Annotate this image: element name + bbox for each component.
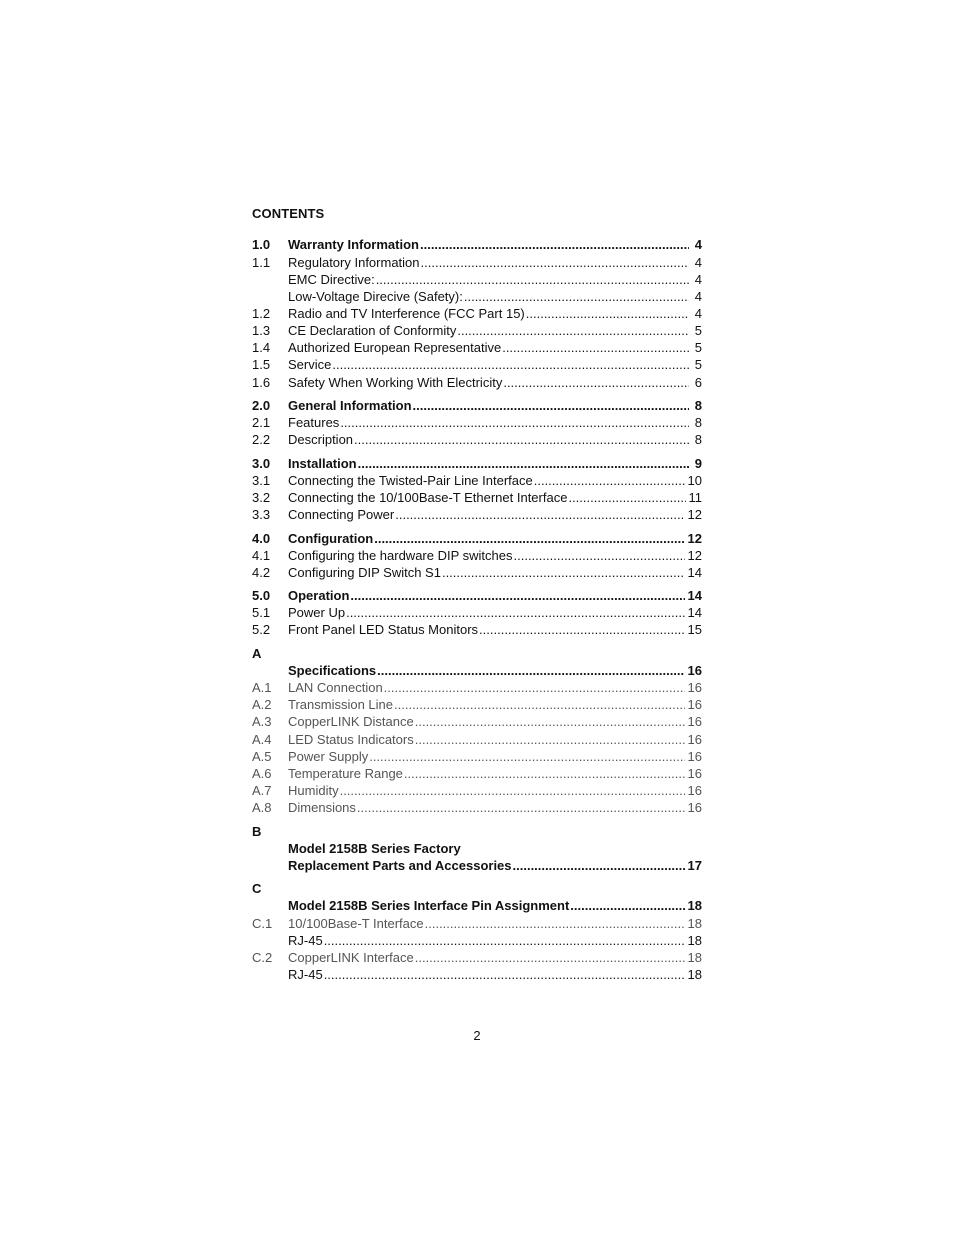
toc-entry-page: 18 [687, 898, 702, 913]
toc-entry-title: Configuring DIP Switch S1 [288, 565, 441, 580]
toc-entry-title: RJ-45 [288, 967, 323, 982]
toc-entry-number: 2.0 [252, 398, 271, 413]
toc-entry [252, 967, 702, 983]
toc-entry-body [288, 783, 702, 799]
toc-entry-title: Specifications [288, 663, 377, 678]
toc-entry-page: 18 [687, 967, 702, 982]
toc-entry-number: A.5 [252, 749, 272, 764]
toc-entry-body [288, 916, 702, 932]
toc-entry-body [288, 456, 702, 472]
toc-entry-number: A [252, 646, 262, 661]
toc-entry-title: Installation [288, 456, 357, 471]
toc-entry-body [288, 375, 702, 391]
toc-leader-dots [514, 548, 685, 564]
toc-entry-number: 1.5 [252, 357, 271, 372]
toc-entry-title: Configuration [288, 531, 374, 546]
toc-entry-title: Connecting the 10/100Base-T Ethernet Interface [288, 490, 568, 505]
toc-entry-number: 4.1 [252, 548, 271, 563]
toc-entry-title: Dimensions [288, 800, 356, 815]
toc-entry-body [288, 490, 702, 506]
toc-entry-title: CopperLINK Distance [288, 714, 414, 729]
toc-entry-page: 8 [694, 432, 702, 447]
toc-leader-dots [340, 415, 689, 431]
toc-entry-title: Model 2158B Series Factory [288, 841, 461, 856]
toc-entry-page: 14 [687, 588, 702, 603]
toc-entry-page: 15 [687, 622, 702, 637]
toc-entry [252, 548, 702, 564]
toc-entry-number: 3.2 [252, 490, 271, 505]
toc-leader-dots [354, 432, 689, 448]
toc-entry-number: 1.1 [252, 255, 271, 270]
toc-entry-page: 14 [687, 565, 702, 580]
toc-entry [252, 375, 702, 391]
toc-entry [252, 663, 702, 679]
toc-entry [252, 824, 702, 840]
toc-entry-body [288, 898, 702, 914]
toc-entry-body [288, 766, 702, 782]
toc-entry-body [288, 306, 702, 322]
toc-entry [252, 588, 702, 604]
toc-entry [252, 783, 702, 799]
toc-entry-number: 5.2 [252, 622, 271, 637]
toc-entry [252, 432, 702, 448]
toc-leader-dots [421, 255, 689, 271]
toc-leader-dots [420, 237, 689, 253]
toc-leader-dots [413, 398, 689, 414]
toc-entry-number: 3.1 [252, 473, 271, 488]
toc-entry-page: 16 [687, 697, 702, 712]
toc-entry-page: 14 [687, 605, 702, 620]
toc-entry-number: A.6 [252, 766, 272, 781]
toc-entry [252, 898, 702, 914]
toc-entry-body [288, 622, 702, 638]
toc-entry-body [288, 800, 702, 816]
toc-entry-body [288, 933, 702, 949]
toc-entry-page: 4 [694, 289, 702, 304]
toc-entry [252, 697, 702, 713]
toc-entry-body [288, 432, 702, 448]
toc-leader-dots [332, 357, 689, 373]
toc-leader-dots [346, 605, 684, 621]
toc-entry-title: Connecting Power [288, 507, 395, 522]
toc-entry-title: Transmission Line [288, 697, 394, 712]
toc-entry-number: 5.1 [252, 605, 271, 620]
toc-entry [252, 858, 702, 874]
toc-entry-page: 18 [687, 950, 702, 965]
toc-entry-page: 9 [694, 456, 702, 471]
toc-entry-page: 12 [687, 548, 702, 563]
toc-entry-title: General Information [288, 398, 412, 413]
toc-entry-number: A.1 [252, 680, 272, 695]
page-number: 2 [473, 1028, 481, 1043]
toc-entry-page: 16 [687, 766, 702, 781]
toc-entry-body [288, 507, 702, 523]
toc-entry [252, 714, 702, 730]
toc-entry-title: LED Status Indicators [288, 732, 414, 747]
toc-entry-title: CE Declaration of Conformity [288, 323, 457, 338]
toc-entry [252, 680, 702, 696]
toc-entry-title: Model 2158B Series Interface Pin Assignment [288, 898, 570, 913]
toc-entry-body [288, 841, 702, 857]
toc-leader-dots [394, 697, 685, 713]
toc-entry-body [288, 340, 702, 356]
toc-entry [252, 565, 702, 581]
toc-entry [252, 749, 702, 765]
toc-entry-body [288, 357, 702, 373]
toc-entry-body [288, 588, 702, 604]
toc-entry-title: Power Up [288, 605, 346, 620]
toc-entry-page: 8 [694, 415, 702, 430]
toc-entry-body [288, 473, 702, 489]
toc-entry-title: Humidity [288, 783, 339, 798]
toc-entry-number: 1.4 [252, 340, 271, 355]
toc-entry-page: 16 [687, 680, 702, 695]
toc-leader-dots [377, 663, 684, 679]
toc-entry-body [288, 398, 702, 414]
toc-leader-dots [502, 340, 689, 356]
toc-entry [252, 340, 702, 356]
toc-entry-title: RJ-45 [288, 933, 323, 948]
toc-entry-title: Power Supply [288, 749, 369, 764]
toc-entry-page: 5 [694, 323, 702, 338]
toc-leader-dots [357, 800, 685, 816]
toc-entry-page: 4 [694, 272, 702, 287]
toc-entry-page: 18 [687, 933, 702, 948]
toc-entry-title: Connecting the Twisted-Pair Line Interface [288, 473, 533, 488]
toc-entry [252, 507, 702, 523]
toc-entry [252, 605, 702, 621]
toc-entry-title: Front Panel LED Status Monitors [288, 622, 479, 637]
toc-entry [252, 289, 702, 305]
toc-leader-dots [442, 565, 685, 581]
toc-leader-dots [457, 323, 689, 339]
toc-entry-title: Authorized European Representative [288, 340, 502, 355]
toc-entry-body [288, 272, 702, 288]
toc-entry-body [288, 697, 702, 713]
toc-leader-dots [425, 916, 685, 932]
toc-leader-dots [526, 306, 689, 322]
toc-entry-title: Warranty Information [288, 237, 419, 252]
toc-leader-dots [513, 858, 685, 874]
toc-entry-number: 1.2 [252, 306, 271, 321]
toc-entry [252, 398, 702, 414]
toc-entry-number: B [252, 824, 262, 839]
toc-entry [252, 357, 702, 373]
toc-leader-dots [464, 289, 689, 305]
toc-entry [252, 800, 702, 816]
toc-entry-body [288, 415, 702, 431]
toc-entry [252, 255, 702, 271]
toc-entry-number: 4.0 [252, 531, 271, 546]
toc-entry [252, 456, 702, 472]
toc-entry-page: 6 [694, 375, 702, 390]
toc-entry-title: Configuring the hardware DIP switches [288, 548, 513, 563]
toc-entry-number: C [252, 881, 262, 896]
toc-entry [252, 490, 702, 506]
toc-leader-dots [404, 766, 685, 782]
toc-entry-number: 1.3 [252, 323, 271, 338]
toc-entry-body [288, 714, 702, 730]
toc-entry-body [288, 663, 702, 679]
toc-leader-dots [324, 967, 685, 983]
toc-entry-title: Service [288, 357, 332, 372]
toc-leader-dots [376, 272, 689, 288]
toc-entry [252, 473, 702, 489]
toc-entry-title: Operation [288, 588, 350, 603]
toc-entry [252, 950, 702, 966]
toc-entry-body [288, 950, 702, 966]
toc-entry-page: 16 [687, 749, 702, 764]
toc-entry-number: 3.3 [252, 507, 271, 522]
toc-entry [252, 933, 702, 949]
toc-entry-page: 8 [694, 398, 702, 413]
toc-leader-dots [350, 588, 684, 604]
toc-entry-page: 4 [694, 306, 702, 321]
toc-entry [252, 415, 702, 431]
toc-entry-title: EMC Directive: [288, 272, 375, 287]
toc-entry-number: 2.1 [252, 415, 271, 430]
toc-entry-body [288, 237, 702, 253]
toc-entry-body [288, 565, 702, 581]
toc-entry-page: 10 [687, 473, 702, 488]
toc-entry [252, 841, 702, 857]
toc-entry [252, 272, 702, 288]
toc-entry-number: C.1 [252, 916, 273, 931]
toc-entry-number: 1.0 [252, 237, 271, 252]
toc-entry-title: Low-Voltage Direcive (Safety): [288, 289, 463, 304]
toc-entry [252, 323, 702, 339]
toc-entry [252, 646, 702, 662]
toc-leader-dots [324, 933, 685, 949]
toc-entry-number: 1.6 [252, 375, 271, 390]
toc-entry-page: 16 [687, 800, 702, 815]
toc-leader-dots [384, 680, 685, 696]
toc-entry-body [288, 732, 702, 748]
toc-entry [252, 531, 702, 547]
toc-entry-title: Safety When Working With Electricity [288, 375, 503, 390]
toc-entry-page: 12 [687, 507, 702, 522]
toc-entry-number: A.3 [252, 714, 272, 729]
toc-leader-dots [395, 507, 684, 523]
toc-entry-body [288, 255, 702, 271]
toc-entry-number: A.8 [252, 800, 272, 815]
toc-entry-body [288, 289, 702, 305]
toc-entry-body [288, 858, 702, 874]
toc-entry-page: 5 [694, 357, 702, 372]
toc-entry-body [288, 531, 702, 547]
toc-entry-number: A.7 [252, 783, 272, 798]
toc-leader-dots [340, 783, 685, 799]
toc-entry-body [288, 680, 702, 696]
toc-entry [252, 732, 702, 748]
contents-heading: CONTENTS [252, 206, 325, 221]
toc-entry-body [288, 605, 702, 621]
toc-entry-number: C.2 [252, 950, 273, 965]
toc-entry [252, 306, 702, 322]
toc-entry-number: 4.2 [252, 565, 271, 580]
toc-leader-dots [415, 714, 685, 730]
toc-leader-dots [568, 490, 685, 506]
toc-entry-title: Temperature Range [288, 766, 403, 781]
toc-entry-body [288, 323, 702, 339]
toc-entry [252, 766, 702, 782]
toc-entry-number: 5.0 [252, 588, 271, 603]
toc-leader-dots [570, 898, 684, 914]
toc-entry-number: A.4 [252, 732, 272, 747]
toc-entry-title: Regulatory Information [288, 255, 420, 270]
toc-entry [252, 916, 702, 932]
toc-entry-title: LAN Connection [288, 680, 383, 695]
toc-leader-dots [479, 622, 685, 638]
toc-leader-dots [534, 473, 685, 489]
toc-entry-title: Replacement Parts and Accessories [288, 858, 512, 873]
toc-entry-number: 2.2 [252, 432, 271, 447]
toc-entry-page: 4 [694, 255, 702, 270]
toc-entry-page: 18 [687, 916, 702, 931]
toc-entry-title: CopperLINK Interface [288, 950, 414, 965]
toc-entry-title: 10/100Base-T Interface [288, 916, 424, 931]
toc-entry-page: 12 [687, 531, 702, 546]
toc-entry [252, 237, 702, 253]
toc-entry [252, 881, 702, 897]
toc-entry-body [288, 548, 702, 564]
toc-entry-body [288, 967, 702, 983]
toc-entry-page: 16 [687, 732, 702, 747]
toc-entry-page: 16 [687, 783, 702, 798]
toc-entry-page: 4 [694, 237, 702, 252]
toc-entry-page: 17 [687, 858, 702, 873]
toc-entry-title: Features [288, 415, 340, 430]
toc-entry [252, 622, 702, 638]
toc-entry-number: A.2 [252, 697, 272, 712]
toc-leader-dots [415, 950, 685, 966]
toc-leader-dots [358, 456, 689, 472]
toc-entry-page: 5 [694, 340, 702, 355]
toc-entry-number: 3.0 [252, 456, 271, 471]
toc-leader-dots [503, 375, 689, 391]
toc-entry-page: 11 [688, 490, 702, 505]
toc-entry-page: 16 [687, 714, 702, 729]
toc-entry-page: 16 [687, 663, 702, 678]
toc-entry-title: Radio and TV Interference (FCC Part 15) [288, 306, 525, 321]
toc-leader-dots [374, 531, 684, 547]
toc-entry-body [288, 749, 702, 765]
toc-leader-dots [369, 749, 684, 765]
toc-entry-title: Description [288, 432, 354, 447]
toc-leader-dots [415, 732, 685, 748]
